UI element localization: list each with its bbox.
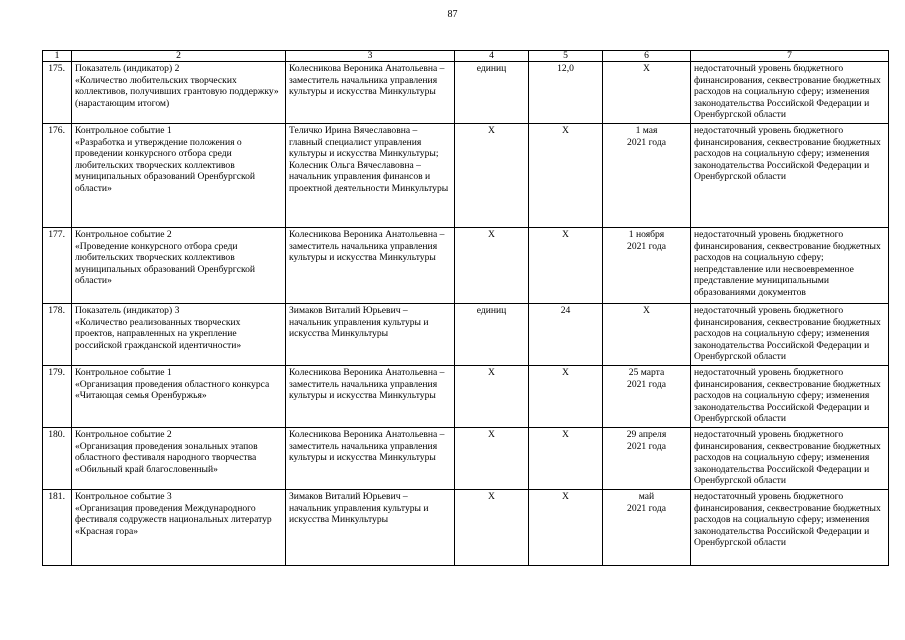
- unit-cell: Х: [455, 124, 529, 228]
- plan-table: [42, 50, 889, 566]
- unit-cell: Х: [455, 366, 529, 428]
- row-number: 175.: [43, 62, 72, 124]
- page-number: 87: [447, 9, 458, 20]
- column-header: 6: [603, 51, 691, 62]
- responsible-person: Колесникова Вероника Анатольевна – заместитель начальника управления культуры и искусства Минкультуры: [286, 62, 455, 124]
- risk-cell: недостаточный уровень бюджетного финансирования, секвестрование бюджетных расходов на социальную сферу; изменения законодательства Российской Федерации и Оренбургской области: [691, 62, 889, 124]
- column-number-row: [43, 51, 889, 62]
- date-cell: Х: [603, 304, 691, 366]
- row-number: 181.: [43, 490, 72, 566]
- date-cell: 29 апреля 2021 года: [603, 428, 691, 490]
- table-row: [43, 124, 889, 228]
- indicator-name: Показатель (индикатор) 3 «Количество реализованных творческих проектов, направленных на укрепление российской гражданской идентичности»: [72, 304, 286, 366]
- table-row: [43, 62, 889, 124]
- risk-cell: недостаточный уровень бюджетного финансирования, секвестрование бюджетных расходов на социальную сферу; изменения законодательства Российской Федерации и Оренбургской области: [691, 490, 889, 566]
- responsible-person: Теличко Ирина Вячеславовна – главный специалист управления культуры и искусства Минкультуры; Колесник Ольга Вячеславовна – начальник управления финансов и проектной деятельности Минкультуры: [286, 124, 455, 228]
- column-header: 2: [72, 51, 286, 62]
- risk-cell: недостаточный уровень бюджетного финансирования, секвестрование бюджетных расходов на социальную сферу; изменения законодательства Российской Федерации и Оренбургской области: [691, 124, 889, 228]
- indicator-name: Контрольное событие 3 «Организация проведения Международного фестиваля содружеств национальных литератур «Красная гора»: [72, 490, 286, 566]
- value-cell: 24: [529, 304, 603, 366]
- unit-cell: единиц: [455, 62, 529, 124]
- value-cell: Х: [529, 428, 603, 490]
- responsible-person: Зимаков Виталий Юрьевич – начальник управления культуры и искусства Минкультуры: [286, 304, 455, 366]
- value-cell: Х: [529, 124, 603, 228]
- risk-cell: недостаточный уровень бюджетного финансирования, секвестрование бюджетных расходов на социальную сферу; изменения законодательства Российской Федерации и Оренбургской области: [691, 428, 889, 490]
- responsible-person: Колесникова Вероника Анатольевна – заместитель начальника управления культуры и искусства Минкультуры: [286, 366, 455, 428]
- column-header: 4: [455, 51, 529, 62]
- table-row: [43, 490, 889, 566]
- indicator-name: Контрольное событие 1 «Разработка и утверждение положения о проведении конкурсного отбора среди любительских творческих коллективов муниципальных образований Оренбургской области»: [72, 124, 286, 228]
- row-number: 180.: [43, 428, 72, 490]
- date-cell: май 2021 года: [603, 490, 691, 566]
- value-cell: 12,0: [529, 62, 603, 124]
- row-number: 179.: [43, 366, 72, 428]
- unit-cell: Х: [455, 228, 529, 304]
- indicator-name: Показатель (индикатор) 2 «Количество любительских творческих коллективов, получивших грантовую поддержку» (нарастающим итогом): [72, 62, 286, 124]
- risk-cell: недостаточный уровень бюджетного финансирования, секвестрование бюджетных расходов на социальную сферу; изменения законодательства Российской Федерации и Оренбургской области: [691, 366, 889, 428]
- column-header: 5: [529, 51, 603, 62]
- column-header: 7: [691, 51, 889, 62]
- row-number: 178.: [43, 304, 72, 366]
- row-number: 177.: [43, 228, 72, 304]
- unit-cell: единиц: [455, 304, 529, 366]
- risk-cell: недостаточный уровень бюджетного финансирования, секвестрование бюджетных расходов на социальную сферу; непредставление или несвоевременное представление муниципальными образованиями документов: [691, 228, 889, 304]
- indicator-name: Контрольное событие 2 «Организация проведения зональных этапов областного фестиваля народного творчества «Обильный край благословенный»: [72, 428, 286, 490]
- table-row: [43, 228, 889, 304]
- table-row: [43, 428, 889, 490]
- row-number: 176.: [43, 124, 72, 228]
- responsible-person: Колесникова Вероника Анатольевна – заместитель начальника управления культуры и искусства Минкультуры: [286, 228, 455, 304]
- column-header: 3: [286, 51, 455, 62]
- responsible-person: Колесникова Вероника Анатольевна – заместитель начальника управления культуры и искусства Минкультуры: [286, 428, 455, 490]
- indicator-name: Контрольное событие 1 «Организация проведения областного конкурса «Читающая семья Оренбуржья»: [72, 366, 286, 428]
- risk-cell: недостаточный уровень бюджетного финансирования, секвестрование бюджетных расходов на социальную сферу; изменения законодательства Российской Федерации и Оренбургской области: [691, 304, 889, 366]
- responsible-person: Зимаков Виталий Юрьевич – начальник управления культуры и искусства Минкультуры: [286, 490, 455, 566]
- value-cell: Х: [529, 366, 603, 428]
- value-cell: Х: [529, 490, 603, 566]
- indicator-name: Контрольное событие 2 «Проведение конкурсного отбора среди любительских творческих коллективов муниципальных образований Оренбургской области»: [72, 228, 286, 304]
- column-header: 1: [43, 51, 72, 62]
- table-row: [43, 366, 889, 428]
- unit-cell: Х: [455, 490, 529, 566]
- date-cell: 1 мая 2021 года: [603, 124, 691, 228]
- value-cell: Х: [529, 228, 603, 304]
- unit-cell: Х: [455, 428, 529, 490]
- date-cell: 1 ноября 2021 года: [603, 228, 691, 304]
- date-cell: Х: [603, 62, 691, 124]
- table-row: [43, 304, 889, 366]
- date-cell: 25 марта 2021 года: [603, 366, 691, 428]
